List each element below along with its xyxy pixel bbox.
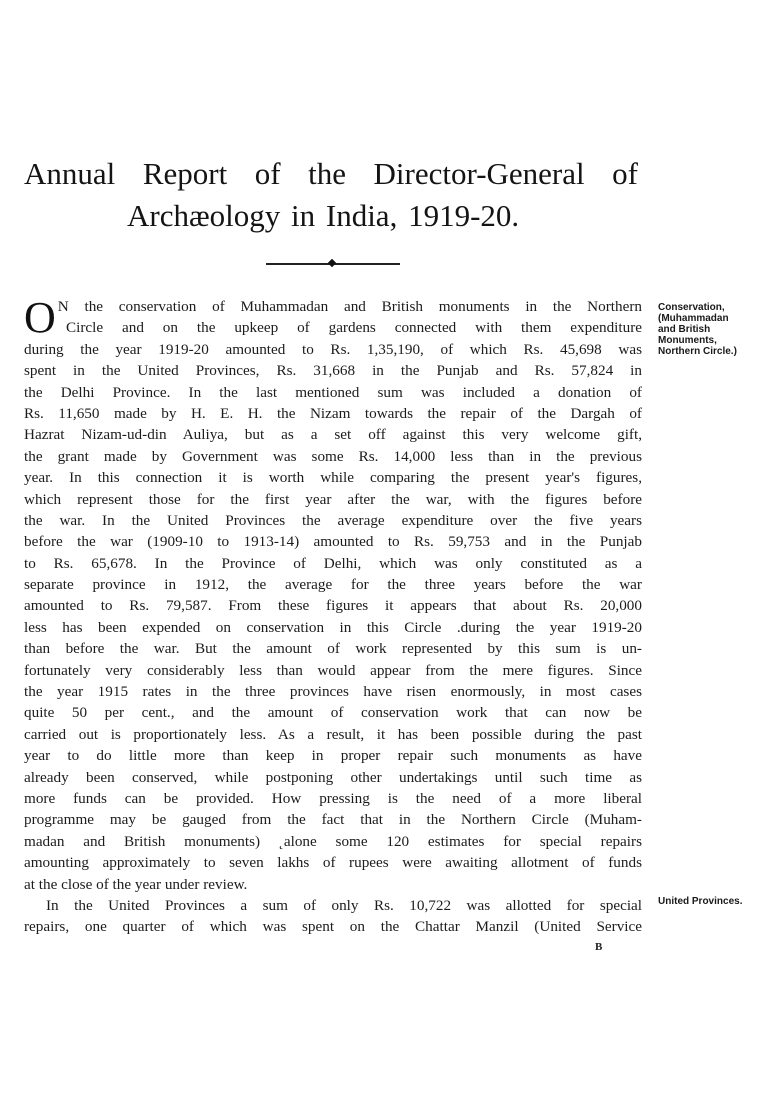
margin-note-line: Northern Circle.)	[658, 346, 737, 357]
text-line: Hazrat Nizam-ud-din Auliya, but as a set off against this very welcome gift,	[24, 426, 642, 444]
text-line: more funds can be provided. How pressing is the need of a more liberal	[24, 789, 642, 807]
text-line: In the United Provinces a sum of only Rs. 10,722 was allotted for special	[46, 896, 642, 914]
text-line: than before the war. But the amount of work represented by this sum is un-	[24, 640, 642, 658]
text-line: N the conservation of Muhammadan and British monuments in the Northern	[57, 298, 642, 315]
text-line: Rs. 11,650 made by H. E. H. the Nizam towards the repair of the Dargah of	[24, 404, 642, 422]
text-line: programme may be gauged from the fact that in the Northern Circle (Muham-	[24, 811, 642, 829]
document-title-line-1	[24, 156, 638, 192]
document-title-line-2: Archæology in India, 1919-20.	[127, 198, 520, 233]
text-line: repairs, one quarter of which was spent on the Chattar Manzil (United Service	[24, 918, 642, 936]
text-line: the grant made by Government was some Rs. 14,000 less than in the previous	[24, 447, 642, 465]
text-line: Circle and on the upkeep of gardens connected with them expenditure	[66, 319, 642, 337]
margin-note-line: Monuments,	[658, 335, 717, 346]
signature-mark: B	[595, 941, 603, 953]
text-line: to Rs. 65,678. In the Province of Delhi, which was only constituted as a	[24, 554, 642, 572]
text-line: year. In this connection it is worth while comparing the present year's figures,	[24, 469, 642, 487]
text-line: spent in the United Provinces, Rs. 31,668 in the Punjab and Rs. 57,824 in	[24, 362, 642, 380]
ornamental-divider	[266, 263, 400, 265]
text-line: quite 50 per cent., and the amount of conservation work that can now be	[24, 704, 642, 722]
text-line: during the year 1919-20 amounted to Rs. 1,35,190, of which Rs. 45,698 was	[24, 340, 642, 358]
text-line: madan and British monuments) ˛alone some 120 estimates for special repairs	[24, 832, 642, 850]
title-word: Director-General	[373, 156, 585, 191]
text-line: separate province in 1912, the average for the three years before the war	[24, 576, 642, 594]
title-word: the	[308, 156, 346, 191]
text-line: amounting approximately to seven lakhs of rupees were awaiting allotment of funds	[24, 854, 642, 872]
text-line: less has been expended on conservation in this Circle .during the year 1919-20	[24, 618, 642, 636]
margin-note-united-provinces	[658, 896, 778, 907]
text-line: the year 1915 rates in the three provinces have risen enormously, in most cases	[24, 683, 642, 701]
text-line: at the close of the year under review.	[24, 875, 248, 893]
text-line: carried out is proportionately less. As a result, it has been possible during the past	[24, 725, 642, 743]
title-word: of	[254, 156, 281, 191]
text-line: which represent those for the first year after the war, with the figures before	[24, 490, 642, 508]
diamond-ornament-icon	[328, 259, 336, 267]
text-line: fortunately very considerably less than would appear from the mere figures. Since	[24, 661, 642, 679]
margin-note-line: United Provinces.	[658, 896, 743, 907]
margin-note-line: (Muhammadan	[658, 313, 729, 324]
text-line: already been conserved, while postponing other undertakings until such time as	[24, 768, 642, 786]
title-word: Annual	[24, 156, 116, 191]
text-line: before the war (1909-10 to 1913-14) amounted to Rs. 59,753 and in the Punjab	[24, 533, 642, 551]
margin-note-conservation	[658, 302, 768, 357]
text-line: year to do little more than keep in proper repair such monuments as have	[24, 747, 642, 765]
text-line: amounted to Rs. 79,587. From these figures it appears that about Rs. 20,000	[24, 597, 642, 615]
text-line: the war. In the United Provinces the average expenditure over the five years	[24, 511, 642, 529]
drop-cap: O	[24, 293, 56, 342]
title-word: Report	[142, 156, 228, 191]
body-text	[24, 293, 642, 938]
margin-note-line: Conservation,	[658, 302, 725, 313]
text-line: the Delhi Province. In the last mentioned sum was included a donation of	[24, 383, 642, 401]
margin-note-line: and British	[658, 324, 711, 335]
title-word: of	[612, 156, 638, 191]
